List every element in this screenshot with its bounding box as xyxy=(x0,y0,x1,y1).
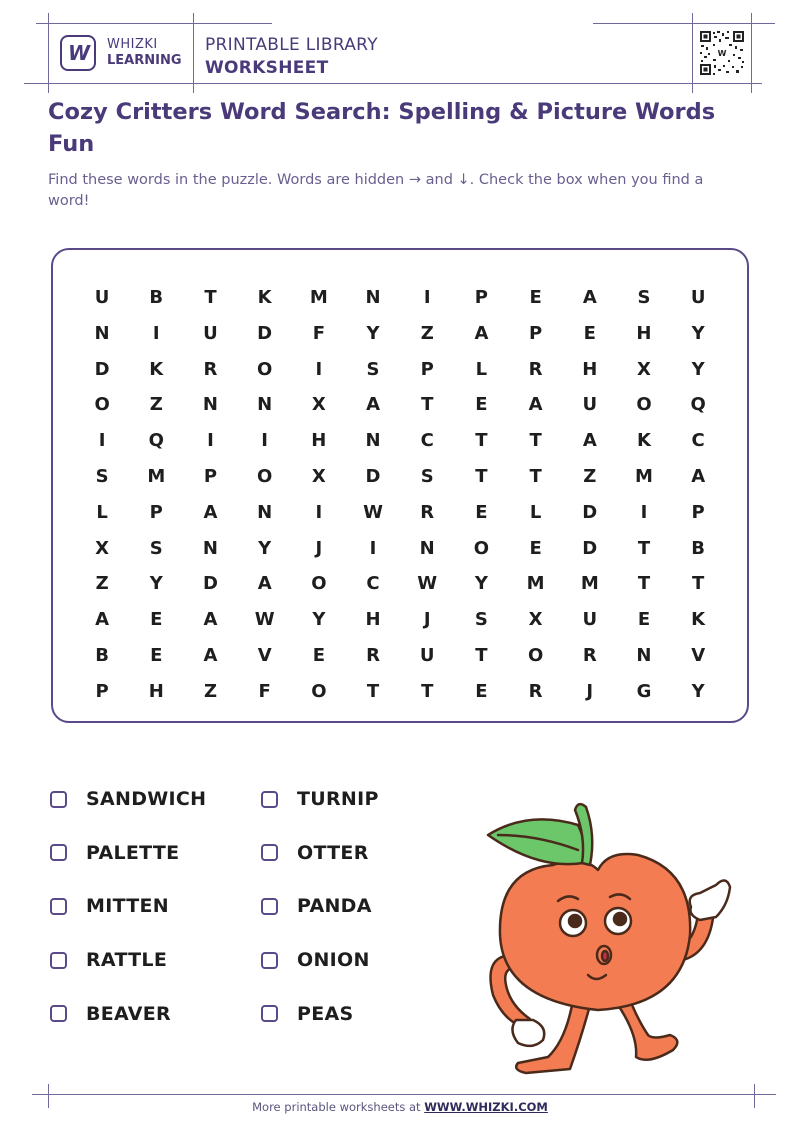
grid-cell[interactable]: K xyxy=(149,358,164,380)
grid-cell[interactable]: T xyxy=(366,680,380,702)
word-list-item[interactable] xyxy=(261,1003,354,1025)
grid-cell[interactable]: U xyxy=(203,322,218,344)
grid-cell[interactable]: Y xyxy=(691,358,705,380)
grid-cell[interactable]: K xyxy=(691,609,706,631)
grid-cell[interactable]: A xyxy=(95,609,110,631)
grid-cell[interactable]: R xyxy=(366,644,380,666)
word-list-item[interactable] xyxy=(261,949,370,971)
grid-cell[interactable]: H xyxy=(311,430,327,452)
grid-cell[interactable]: P xyxy=(149,501,163,523)
grid-cell[interactable]: E xyxy=(529,287,542,308)
grid-cell[interactable]: M xyxy=(526,573,545,595)
word-list-item[interactable] xyxy=(50,788,206,810)
grid-cell[interactable]: E xyxy=(529,537,542,559)
header-rule-bottom xyxy=(24,83,762,84)
grid-cell[interactable]: O xyxy=(94,394,110,416)
grid-cell[interactable]: D xyxy=(94,358,110,380)
grid-cell[interactable]: A xyxy=(203,609,218,631)
grid-cell[interactable]: P xyxy=(691,501,705,523)
grid-cell[interactable]: W xyxy=(417,573,438,595)
grid-cell[interactable]: E xyxy=(637,609,651,631)
grid-cell[interactable]: T xyxy=(475,644,488,666)
word-checkbox[interactable] xyxy=(50,791,67,808)
word-checkbox[interactable] xyxy=(50,952,67,969)
grid-cell[interactable]: I xyxy=(369,537,377,559)
grid-cell[interactable]: S xyxy=(149,537,163,559)
header-rule-v4 xyxy=(751,13,752,93)
library-line1: PRINTABLE LIBRARY xyxy=(205,35,378,55)
grid-cell[interactable]: U xyxy=(582,394,598,416)
grid-cell[interactable]: A xyxy=(528,394,543,416)
grid-cell[interactable]: X xyxy=(311,394,326,416)
grid-cell[interactable]: O xyxy=(257,358,273,380)
grid-cell[interactable]: Z xyxy=(420,322,434,344)
grid-cell[interactable]: R xyxy=(420,501,435,523)
word-label: PEAS xyxy=(297,1002,354,1025)
grid-cell[interactable]: S xyxy=(637,287,651,308)
grid-cell[interactable]: P xyxy=(95,680,109,702)
grid-cell[interactable]: E xyxy=(475,394,488,416)
grid-cell[interactable]: I xyxy=(261,430,268,452)
grid-cell[interactable]: O xyxy=(527,644,544,666)
grid-cell[interactable]: L xyxy=(529,501,542,523)
header-rule-v1 xyxy=(48,13,49,93)
grid-cell[interactable]: J xyxy=(315,537,323,559)
footer xyxy=(0,1100,800,1114)
footer-rule xyxy=(32,1094,776,1095)
grid-cell[interactable]: A xyxy=(691,465,706,487)
grid-cell[interactable]: E xyxy=(475,501,488,523)
word-label: ONION xyxy=(297,949,370,972)
grid-cell[interactable]: T xyxy=(475,465,488,487)
grid-cell[interactable]: N xyxy=(636,644,652,666)
grid-cell[interactable]: P xyxy=(528,322,543,344)
grid-cell[interactable]: A xyxy=(582,287,597,308)
word-list-item[interactable] xyxy=(50,895,169,917)
grid-cell[interactable]: R xyxy=(582,644,597,666)
grid-cell[interactable]: H xyxy=(148,680,164,702)
footer-text: More printable worksheets at xyxy=(252,1100,425,1114)
grid-cell[interactable]: N xyxy=(202,394,218,416)
word-checkbox[interactable] xyxy=(50,1005,67,1022)
word-checkbox[interactable] xyxy=(261,1005,278,1022)
grid-cell[interactable]: X xyxy=(311,465,326,487)
peach-character-icon xyxy=(478,795,748,1080)
grid-cell[interactable]: E xyxy=(150,609,163,631)
grid-cell[interactable]: U xyxy=(582,609,598,631)
grid-cell[interactable]: Y xyxy=(258,537,272,559)
brand-name xyxy=(107,37,182,69)
grid-cell[interactable]: U xyxy=(94,287,110,308)
grid-cell[interactable]: M xyxy=(580,573,599,595)
grid-cell[interactable]: T xyxy=(421,680,434,702)
grid-cell[interactable]: O xyxy=(311,573,327,595)
grid-cell[interactable]: O xyxy=(636,394,652,416)
grid-cell[interactable]: E xyxy=(583,322,596,344)
library-label xyxy=(205,34,378,80)
word-list-item[interactable] xyxy=(261,788,379,810)
grid-cell[interactable]: U xyxy=(419,644,435,666)
grid-cell[interactable]: N xyxy=(257,394,273,416)
website-link[interactable]: WWW.WHIZKI.COM xyxy=(424,1100,548,1114)
grid-cell[interactable]: N xyxy=(257,501,273,523)
grid-cell[interactable]: F xyxy=(258,680,271,702)
brand-line2: LEARNING xyxy=(107,53,182,68)
grid-cell[interactable]: D xyxy=(582,501,598,523)
grid-cell[interactable]: I xyxy=(640,501,648,523)
grid-cell[interactable]: Y xyxy=(366,322,380,344)
grid-cell[interactable]: M xyxy=(635,465,653,487)
word-checkbox[interactable] xyxy=(50,898,67,915)
word-label: TURNIP xyxy=(297,788,379,810)
grid-cell[interactable]: R xyxy=(203,358,218,380)
grid-cell[interactable]: D xyxy=(365,465,381,487)
grid-cell[interactable]: A xyxy=(582,430,597,452)
word-label: PALETTE xyxy=(86,841,180,864)
grid-cell[interactable]: U xyxy=(690,287,706,308)
grid-cell[interactable]: V xyxy=(257,644,272,666)
grid-cell[interactable]: A xyxy=(257,573,272,595)
grid-cell[interactable]: K xyxy=(636,430,651,452)
grid-cell[interactable]: N xyxy=(365,430,381,452)
word-list-item[interactable] xyxy=(50,949,167,971)
grid-cell[interactable]: I xyxy=(152,322,160,344)
grid-cell[interactable]: S xyxy=(95,465,109,487)
grid-cell[interactable]: T xyxy=(692,573,705,595)
word-checkbox[interactable] xyxy=(261,791,278,808)
grid-cell[interactable]: I xyxy=(315,501,323,523)
header-rule-top-left xyxy=(36,23,272,24)
grid-cell[interactable]: N xyxy=(419,537,435,559)
grid-cell[interactable]: L xyxy=(475,358,488,380)
grid-cell[interactable]: D xyxy=(582,537,598,559)
grid-cell[interactable]: T xyxy=(529,430,542,452)
word-label: RATTLE xyxy=(86,949,168,972)
grid-cell[interactable]: N xyxy=(202,537,218,559)
grid-cell[interactable]: A xyxy=(203,501,218,523)
grid-cell[interactable]: G xyxy=(636,680,652,702)
qr-code-icon xyxy=(699,30,745,76)
grid-cell[interactable]: W xyxy=(363,501,383,523)
header-rule-v2 xyxy=(193,13,194,93)
grid-cell[interactable]: P xyxy=(203,465,218,487)
grid-cell[interactable]: I xyxy=(207,430,214,452)
grid-cell[interactable]: C xyxy=(691,430,705,452)
logo-glyph: W xyxy=(67,41,89,65)
grid-cell[interactable]: T xyxy=(637,573,651,595)
word-label: SANDWICH xyxy=(86,788,207,810)
word-list-item[interactable] xyxy=(50,1003,171,1025)
word-checkbox[interactable] xyxy=(261,898,278,915)
page-title: Cozy Critters Word Search: Spelling & Picture Words Fun xyxy=(48,99,716,157)
grid-cell[interactable]: E xyxy=(150,644,163,666)
grid-cell[interactable]: I xyxy=(423,287,431,308)
grid-cell[interactable]: N xyxy=(94,322,110,344)
grid-cell[interactable]: D xyxy=(257,322,273,344)
word-list-item[interactable] xyxy=(261,895,372,917)
word-label: OTTER xyxy=(297,841,369,864)
grid-cell[interactable]: H xyxy=(365,609,381,631)
grid-cell[interactable]: T xyxy=(637,537,651,559)
header-rule-v3 xyxy=(692,13,693,93)
grid-cell[interactable]: C xyxy=(366,573,380,595)
brand-line1: WHIZKI xyxy=(107,37,158,52)
grid-cell[interactable]: E xyxy=(312,644,325,666)
grid-cell[interactable]: L xyxy=(96,501,108,523)
grid-cell[interactable]: M xyxy=(309,287,328,308)
grid-cell[interactable]: B xyxy=(95,644,109,666)
grid-cell[interactable]: A xyxy=(366,394,380,416)
grid-cell[interactable]: B xyxy=(691,537,706,559)
grid-cell[interactable]: S xyxy=(366,358,380,380)
word-label: MITTEN xyxy=(86,895,170,918)
grid-cell[interactable]: T xyxy=(421,394,434,416)
grid-cell[interactable]: H xyxy=(582,358,598,380)
grid-cell[interactable]: Y xyxy=(691,680,705,702)
grid-cell[interactable]: A xyxy=(474,322,489,344)
svg-text:W: W xyxy=(717,49,727,58)
grid-cell[interactable]: A xyxy=(203,644,218,666)
grid-cell[interactable]: N xyxy=(365,287,381,308)
grid-cell[interactable]: S xyxy=(420,465,434,487)
grid-cell[interactable]: Y xyxy=(149,573,163,595)
grid-cell[interactable]: X xyxy=(95,537,110,559)
grid-cell[interactable]: R xyxy=(528,680,543,702)
grid-cell[interactable]: Z xyxy=(149,394,163,416)
grid-cell[interactable]: Y xyxy=(691,322,705,344)
word-list-item[interactable] xyxy=(50,842,179,864)
word-checkbox[interactable] xyxy=(50,844,67,861)
grid-cell[interactable]: Q xyxy=(690,394,706,416)
grid-cell[interactable]: H xyxy=(636,322,652,344)
header-rule-top-right xyxy=(593,23,775,24)
grid-cell[interactable]: J xyxy=(423,609,431,631)
grid-cell[interactable]: D xyxy=(202,573,218,595)
grid-cell[interactable]: T xyxy=(475,430,488,452)
grid-cell[interactable]: M xyxy=(147,465,166,487)
grid-cell[interactable]: Y xyxy=(312,609,326,631)
grid-cell[interactable]: K xyxy=(257,287,272,308)
grid-cell[interactable]: O xyxy=(311,680,327,702)
grid-cell[interactable]: V xyxy=(691,644,706,666)
whizki-logo-icon xyxy=(60,35,96,71)
word-label: PANDA xyxy=(297,895,372,918)
instructions: Find these words in the puzzle. Words are hidden → and ↓. Check the box when you find a word! xyxy=(48,172,704,209)
grid-cell[interactable]: X xyxy=(637,358,651,380)
grid-cell[interactable]: T xyxy=(529,465,542,487)
grid-cell[interactable]: J xyxy=(586,680,594,702)
word-search-grid xyxy=(75,282,725,712)
grid-cell[interactable]: F xyxy=(312,322,325,344)
grid-cell[interactable]: S xyxy=(474,609,488,631)
grid-cell[interactable]: C xyxy=(420,430,434,452)
word-list-item[interactable] xyxy=(261,842,369,864)
grid-cell[interactable]: Z xyxy=(583,465,597,487)
grid-cell[interactable]: X xyxy=(528,609,543,631)
grid-cell[interactable]: I xyxy=(315,358,323,380)
word-checkbox[interactable] xyxy=(261,952,278,969)
grid-cell[interactable]: T xyxy=(204,287,217,308)
word-label: BEAVER xyxy=(86,1002,171,1025)
grid-cell[interactable]: W xyxy=(254,609,275,631)
grid-cell[interactable]: E xyxy=(475,680,488,702)
word-checkbox[interactable] xyxy=(261,844,278,861)
grid-cell[interactable]: I xyxy=(98,430,106,452)
grid-cell[interactable]: P xyxy=(420,358,434,380)
library-line2: WORKSHEET xyxy=(205,58,329,78)
grid-cell[interactable]: Z xyxy=(95,573,109,595)
grid-cell[interactable]: O xyxy=(257,465,273,487)
grid-cell[interactable]: Q xyxy=(148,430,164,452)
grid-cell[interactable]: P xyxy=(474,287,488,308)
grid-cell[interactable]: O xyxy=(473,537,490,559)
grid-cell[interactable]: R xyxy=(528,358,543,380)
grid-cell[interactable]: B xyxy=(149,287,164,308)
grid-cell[interactable]: Y xyxy=(474,573,488,595)
grid-cell[interactable]: Z xyxy=(203,680,217,702)
